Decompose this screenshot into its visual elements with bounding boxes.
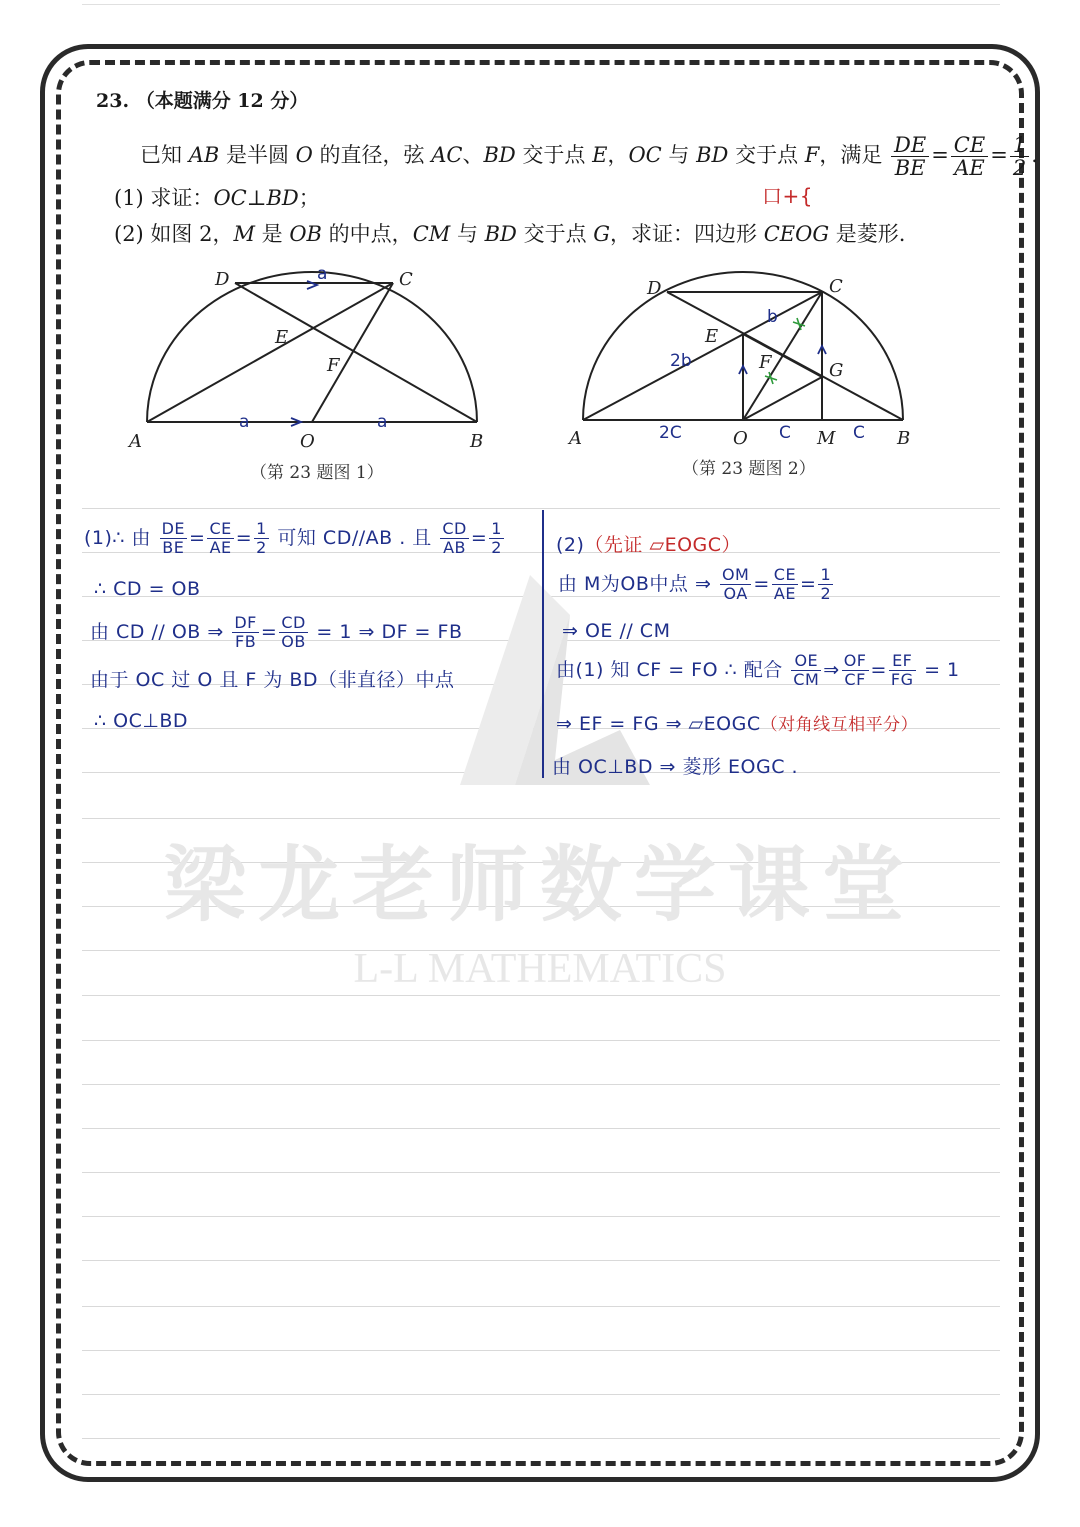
- label-a-2: A: [569, 428, 582, 449]
- svg-text:2C: 2C: [659, 423, 682, 443]
- svg-text:a: a: [377, 412, 388, 432]
- fraction-one-half: $\frac{1}{2}$: [1010, 134, 1029, 179]
- label-f: F: [327, 355, 340, 376]
- segment-eg: [743, 334, 822, 377]
- label-c: C: [399, 269, 413, 290]
- sol2-line1: (2)（先证 ▱EOGC）: [556, 534, 742, 556]
- figure-1-caption: （第 23 题图 1）: [250, 463, 384, 483]
- sol2-line3: ⇒ OE // CM: [562, 620, 671, 642]
- label-c-2: C: [829, 276, 843, 297]
- figure-2: [565, 262, 925, 452]
- sol2-line5: ⇒ EF = FG ⇒ ▱EOGC（对角线互相平分）: [556, 713, 919, 735]
- label-b: B: [470, 431, 484, 452]
- label-f-2: F: [759, 352, 772, 373]
- segment-og: [743, 377, 822, 420]
- problem-number: 23.: [96, 90, 130, 112]
- problem-part-1: (1) 求证：OC⊥BD；: [114, 186, 320, 210]
- fraction-de-be: $\frac{DE}{BE}$: [891, 134, 929, 179]
- ruled-line: [82, 508, 1000, 509]
- label-m-2: M: [817, 428, 836, 449]
- side-note: 口+{: [762, 184, 813, 208]
- sol1-line1: (1)∴ 由 $\frac{DE}{BE}$ = $\frac{CE}{AE}$ = $\frac{1}{2}$ 可知 CD//AB . 且 $\frac{CD}{AB}$ = $\frac{1}{2}$: [84, 519, 502, 557]
- ruled-line: [82, 1084, 1000, 1085]
- label-d: D: [215, 269, 230, 290]
- ruled-line: [82, 1040, 1000, 1041]
- fraction-ce-ae: $\frac{CE}{AE}$: [951, 134, 988, 179]
- sol2-line6: 由 OC⊥BD ⇒ 菱形 EOGC .: [552, 756, 799, 778]
- ruled-line: [82, 818, 1000, 819]
- figure-2-caption: （第 23 题图 2）: [682, 459, 816, 479]
- top-rule: [82, 4, 1000, 5]
- segment-oc: [312, 283, 393, 422]
- ruled-line: [82, 1394, 1000, 1395]
- label-d-2: D: [647, 278, 662, 299]
- watermark-chinese: 梁龙老师数学课堂: [163, 837, 916, 933]
- semicircle-1: [147, 272, 477, 422]
- label-o: O: [300, 431, 315, 452]
- solution-divider: [542, 510, 544, 778]
- watermark-english: L-L MATHEMATICS: [353, 946, 727, 992]
- sol1-line4: 由于 OC 过 O 且 F 为 BD（非直径）中点: [90, 669, 455, 691]
- label-e-2: E: [705, 326, 719, 347]
- problem-part-2: (2) 如图 2，M 是 OB 的中点，CM 与 BD 交于点 G，求证：四边形 CEOG 是菱形.: [114, 222, 906, 246]
- ruled-line: [82, 1172, 1000, 1173]
- label-g-2: G: [829, 360, 844, 381]
- label-e: E: [275, 327, 289, 348]
- svg-text:C: C: [853, 423, 865, 443]
- label-o-2: O: [733, 428, 748, 449]
- label-a: A: [129, 431, 142, 452]
- ruled-line: [82, 1306, 1000, 1307]
- label-b-2: B: [897, 428, 911, 449]
- ruled-line: [82, 1438, 1000, 1439]
- sol1-line2: ∴ CD = OB: [94, 578, 201, 600]
- sol1-line3: 由 CD // OB ⇒ $\frac{DF}{FB}$ = $\frac{CD}{OB}$ = 1 ⇒ DF = FB: [90, 613, 463, 651]
- problem-statement: 已知 AB 是半圆 O 的直径，弦 AC、BD 交于点 E，OC 与 BD 交于点 F，满足 $\frac{DE}{BE}$ = $\frac{CE}{AE}$ = $\frac{1}{2}$ .: [140, 133, 1038, 180]
- sol2-line2: 由 M为OB中点 ⇒ $\frac{OM}{OA}$ = $\frac{CE}{AE}$ = $\frac{1}{2}$: [558, 565, 832, 603]
- ruled-line: [82, 1260, 1000, 1261]
- ruled-line: [82, 1216, 1000, 1217]
- sol2-line4: 由(1) 知 CF = FO ∴ 配合 $\frac{OE}{CM}$ ⇒ $\frac{OF}{CF}$ = $\frac{EF}{FG}$ = 1: [556, 651, 960, 689]
- ruled-line: [82, 1128, 1000, 1129]
- svg-text:2b: 2b: [670, 351, 692, 371]
- problem-score: （本题满分 12 分）: [135, 90, 309, 112]
- svg-text:b: b: [767, 307, 778, 327]
- svg-text:a: a: [317, 264, 328, 284]
- svg-text:C: C: [779, 423, 791, 443]
- problem-title: [96, 86, 308, 113]
- sol1-line5: ∴ OC⊥BD: [94, 710, 189, 732]
- ruled-line: [82, 995, 1000, 996]
- ruled-line: [82, 1350, 1000, 1351]
- svg-text:a: a: [239, 412, 250, 432]
- figure-1: [125, 255, 505, 455]
